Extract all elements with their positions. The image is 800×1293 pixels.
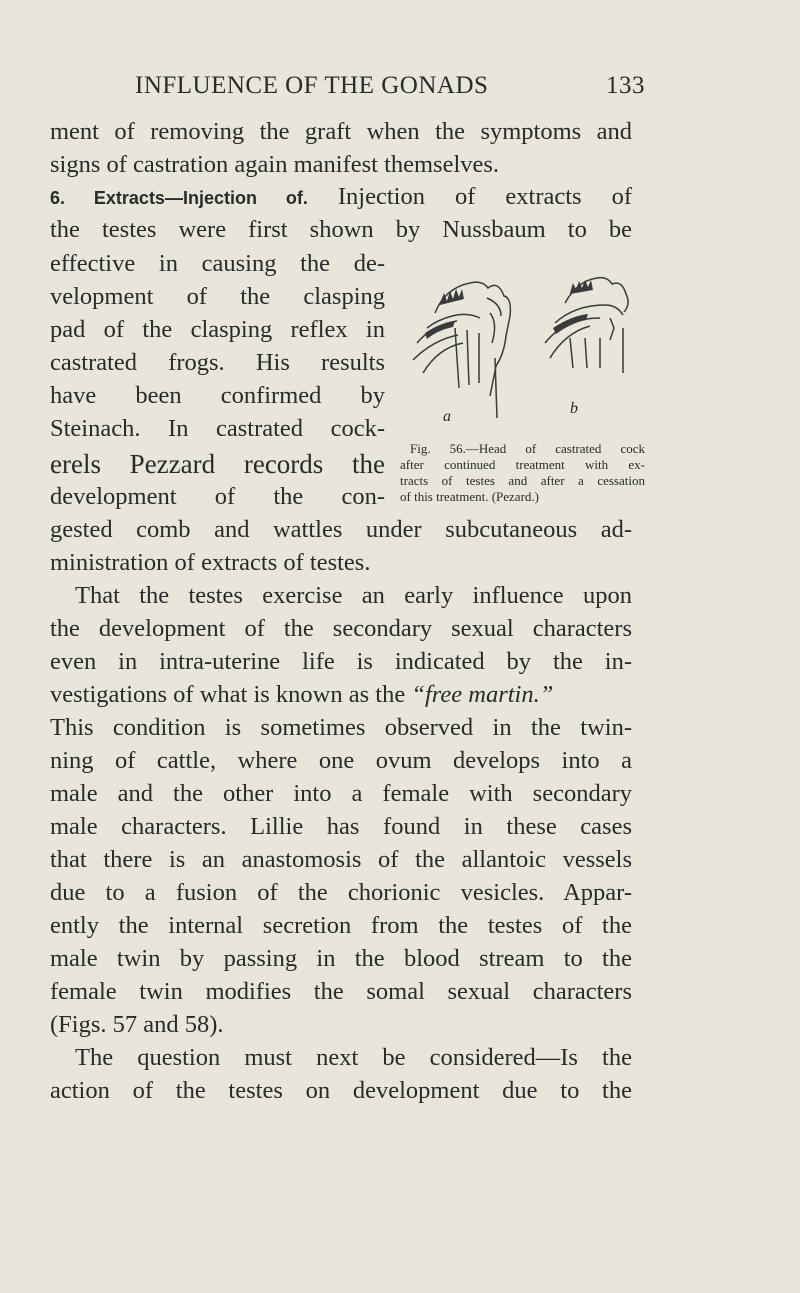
text-line: the testes were first shown by Nussbaum to be <box>50 216 632 243</box>
text-line: ently the internal secretion from the testes of the <box>50 912 632 939</box>
text-line: female twin modifies the somal sexual characters <box>50 978 632 1005</box>
text-line: velopment of the clasping <box>50 283 385 310</box>
figure-label-a: a <box>443 408 451 425</box>
page-number: 133 <box>606 72 645 99</box>
text-line: That the testes exercise an early influence upon <box>75 582 632 609</box>
text-line: due to a fusion of the chorionic vesicles. Appar- <box>50 879 632 906</box>
italic-term: “free martin.” <box>411 681 554 708</box>
paragraph-free-martin <box>50 681 632 709</box>
text-line: castrated frogs. His results <box>50 349 385 376</box>
figure-caption-line: tracts of testes and after a cessation <box>400 473 645 488</box>
figure-label-b: b <box>570 400 578 417</box>
text-line: male and the other into a female with secondary <box>50 780 632 807</box>
text-line: male characters. Lillie has found in these cases <box>50 813 632 840</box>
text-line: ministration of extracts of testes. <box>50 549 371 576</box>
paragraph-section-6 <box>50 183 632 211</box>
figure-56-illustration <box>395 258 645 428</box>
text-line: gested comb and wattles under subcutaneous ad- <box>50 516 632 543</box>
text-line: that there is an anastomosis of the allantoic vessels <box>50 846 632 873</box>
text-line: even in intra-uterine life is indicated by the in- <box>50 648 632 675</box>
text-line: signs of castration again manifest themselves. <box>50 151 500 178</box>
text-line: pad of the clasping reflex in <box>50 316 385 343</box>
text-line: ning of cattle, where one ovum develops into a <box>50 747 632 774</box>
figure-caption-line: Fig. 56.—Head of castrated cock <box>410 441 645 456</box>
figure-caption-line: after continued treatment with ex- <box>400 457 645 472</box>
text-line: action of the testes on development due to the <box>50 1077 632 1104</box>
text-line: vestigations of what is known as the <box>50 681 406 708</box>
text-line: Injection of extracts of <box>337 183 633 210</box>
text-line: development of the con- <box>50 483 385 510</box>
text-line: the development of the secondary sexual characters <box>50 615 632 642</box>
text-line: ment of removing the graft when the symptoms and <box>50 118 632 145</box>
rooster-heads-icon <box>395 258 645 428</box>
figure-caption-line: of this treatment. (Pezard.) <box>400 489 539 504</box>
header-title: INFLUENCE OF THE GONADS <box>135 72 489 99</box>
text-line: effective in causing the de- <box>50 250 385 277</box>
section-heading: 6. Extracts—Injection of. <box>50 188 308 208</box>
text-line: (Figs. 57 and 58). <box>50 1011 224 1038</box>
text-line: The question must next be considered—Is the <box>75 1044 632 1071</box>
text-line: Steinach. In castrated cock- <box>50 415 385 442</box>
text-line: male twin by passing in the blood stream to the <box>50 945 632 972</box>
text-line: erels Pezzard records the <box>50 449 385 479</box>
text-line: have been confirmed by <box>50 382 385 409</box>
running-header <box>135 72 645 100</box>
text-line: This condition is sometimes observed in the twin- <box>50 714 632 741</box>
